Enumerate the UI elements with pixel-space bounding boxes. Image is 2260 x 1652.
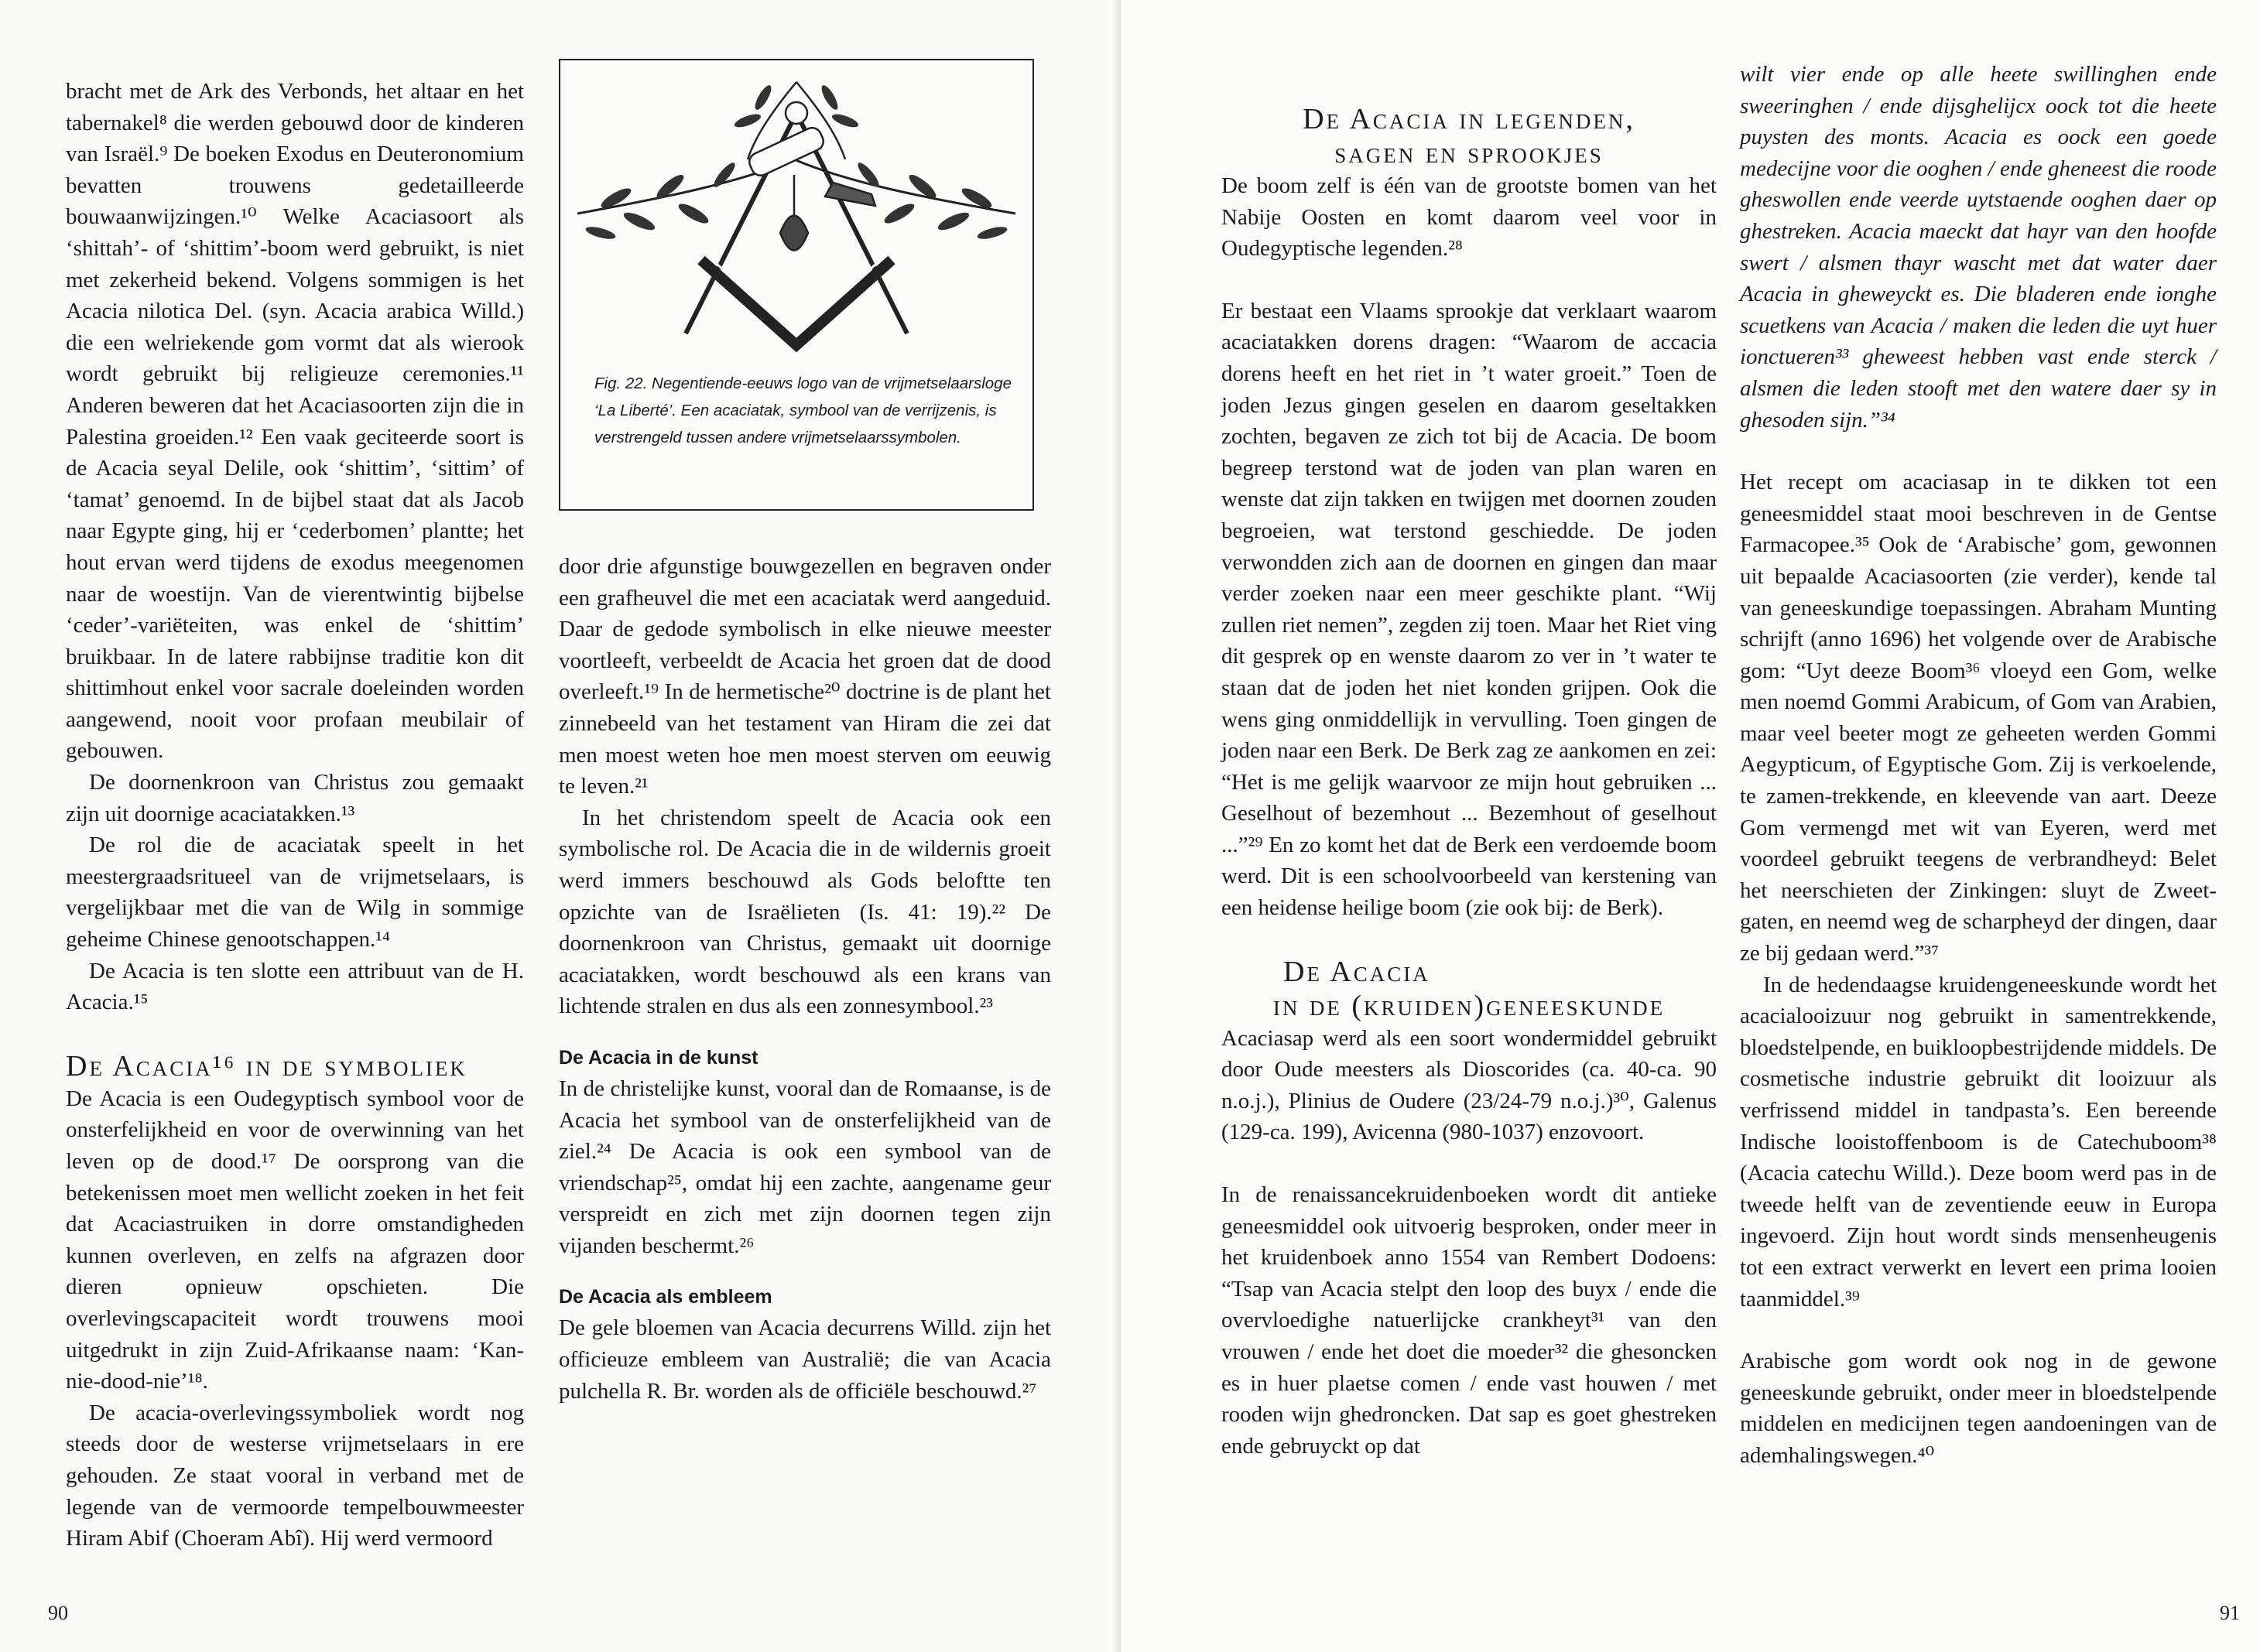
paragraph: In het christendom speelt de Acacia ook een symbolische rol. De Acacia die in de wildernis groeit werd immers beschouwd als Gods beloftte ten opzichte van de Israëlieten (Is. 41: 19).²² De doornenkroon van Christus, gemaakt uit doornige acaciatakken, wordt beschouwd als een krans van lichtende stralen en dus als een zonnesymbool.²³ [559,805,1051,1019]
paragraph: In de hedendaagse kruidengeneeskunde wordt het acacialooizuur nog gebruikt in samentrekkende, bloedstelpende, en buikloopbestrijdende middels. De cosmetische industrie gebruikt dit looizuur als verfrissend middel in tandpasta’s. Een bereende Indische looistoffenboom is de Catechuboom³⁸ (Acacia catechu Willd.). Deze boom werd pas in de tweede helft van de zeventiende eeuw in Europa ingevoerd. Zijn hout wordt sinds mensenheugenis tot een extract verwerkt en levert een prima looien taanmiddel.³⁹ [1740,972,2217,1312]
left-page [0,0,1121,1652]
right-page [1121,0,2260,1652]
paragraph: De acacia-overlevingssymboliek wordt nog steeds door de westerse vrijmetselaars in ere gehouden. Ze staat vooral in verband met de legende van de vermoorde tempelbouwmeester Hiram Abif (Choeram Abî). Hij werd vermoord [66,1400,524,1551]
paragraph: bracht met de Ark des Verbonds, het altaar en het tabernakel⁸ die werden gebouwd door de kinderen van Israël.⁹ De boeken Exodus en Deuteronomium bevatten trouwens gedetailleerde bouwaanwijzingen.¹⁰ Welke Acaciasoort als ‘shittah’- of ‘shittim’-boom werd gebruikt, is niet met zekerheid bekend. Volgens sommigen is het Acacia nilotica Del. (syn. Acacia arabica Willd.) die een welriekende gom vormt dat als wierook wordt gebruikt bij religieuze ceremonies.¹¹ Anderen beweren dat het Acaciasoorten zijn die in Palestina groeiden.¹² Een vaak geciteerde soort is de Acacia seyal Delile, ook ‘shittim’, ‘sittim’ of ‘tamat’ genoemd. In de bijbel staat dat als Jacob naar Egypte ging, hij er ‘cederbomen’ plantte; het hout ervan werd tijdens de exodus meegenomen naar de woestijn. Van de vierentwintig bijbelse ‘ceder’-variëteiten, was enkel de ‘shittim’ bruikbaar. In de latere rabbijnse traditie kon dit shittimhout enkel voor sacrale doeleinden worden aangewend, nooit voor profaan meubilair of gebouwen. [66,79,524,764]
heading-line: De Acacia [1283,955,1430,988]
subheading-kunst: De Acacia in de kunst [559,1046,758,1069]
figure-22 [559,59,1034,511]
paragraph: De Acacia is een Oudegyptisch symbool voor de onsterfelijkheid en voor de overwinning van het leven op de dood.¹⁷ De oorsprong van die betekenissen moet men wellicht zoeken in het feit dat Acaciastruiken in dorre omstandigheden kunnen overleven, en zelfs na afgrazen door dieren opnieuw opschieten. Die overlevingscapaciteit wordt trouwens mooi uitgedrukt in zijn Zuid-Afrikaanse naam: ‘Kan-nie-dood-nie’¹⁸. [66,1086,524,1394]
paragraph: wilt vier ende op alle heete swillinghen ende sweeringhen / ende dijsghelijcx oock tot die heete puysten des monts. Acacia es oock een goede medecijne voor die ooghen / ende gheneest die roode gheswollen ende veerde uytstaende ooghen daer op ghestreken. Acacia maeckt dat hayr van den hoofde swert / alsmen thayr wascht met dat water daer Acacia in gheweyckt es. Die bladeren ende ionghe scuetkens van Acacia / maken die leden die uyt huer ionctueren³³ gheweest hebben vast ende sterck / alsmen die leden stooft met den watere daer sy in ghesoden sijn.”³⁴ [1740,62,2217,433]
paragraph: In de christelijke kunst, vooral dan de Romaanse, is de Acacia het symbool van de onsterfelijkheid van de ziel.²⁴ De Acacia is ook een symbool van de vriendschap²⁵, omdat hij een zachte, aangename geur verspreidt en zich met zijn doornen tegen zijn vijanden beschermt.²⁶ [559,1076,1051,1258]
heading-line: sagen en sprookjes [1334,137,1604,169]
paragraph: door drie afgunstige bouwgezellen en begraven onder een grafheuvel die met een acaciatak werd aangeduid. Daar de gedode symbolisch in elke nieuwe meester voortleeft, verbeeldt de Acacia het groen dat de dood overleeft.¹⁹ In de hermetische²⁰ doctrine is de plant het zinnebeeld van het testament van Hiram die zei dat men moest weten hoe men moest sterven om eeuwig te leven.²¹ [559,554,1051,799]
paragraph: De boom zelf is één van de grootste bomen van het Nabije Oosten en komt daarom veel voor in Oudegyptische legenden.²⁸ [1221,173,1717,262]
section-heading-legenden [1221,102,1717,170]
section-heading-symboliek: De Acacia¹⁶ in de symboliek [66,1049,467,1083]
page-number-left: 90 [48,1602,68,1624]
heading-line: De Acacia in legenden, [1303,103,1635,135]
paragraph: Acaciasap werd als een soort wondermiddel gebruikt door Oude meesters als Dioscorides (ca. 40-ca. 90 n.o.j.), Plinius de Oudere (23/24-79 n.o.j.)³⁰, Galenus (129-ca. 199), Avicenna (980-1037) enzovoort. [1221,1025,1717,1145]
paragraph: In de renaissancekruidenboeken wordt dit antieke geneesmiddel ook uitvoerig besproken, onder meer in het kruidenboek anno 1554 van Rembert Dodoens: “Tsap van Acacia stelpt den loop des buyx / ende die overvloedighe natuerlijcke crankheyt³¹ van den vrouwen / ende het doet die moeder³² die ghesoncken es in huer plaetse comen / ende vast houwen / met rooden wijn ghedroncken. Dat sap es goet ghestreken ende gebruyckt op dat [1221,1182,1717,1459]
subheading-embleem: De Acacia als embleem [559,1286,772,1308]
section-heading-geneeskunde [1221,955,1717,1023]
paragraph: De Acacia is ten slotte een attribuut van de H. Acacia.¹⁵ [66,958,524,1015]
right-column-1 [1221,102,1717,1462]
paragraph: De rol die de acaciatak speelt in het meestergraadsritueel van de vrijmetselaars, is vergelijkbaar met die van de Wilg in sommige geheime Chinese genootschappen.¹⁴ [66,833,524,953]
paragraph: De gele bloemen van Acacia decurrens Willd. zijn het officieuze embleem van Australië; die van Acacia pulchella R. Br. worden als de officiële beschouwd.²⁷ [559,1315,1051,1404]
paragraph: Arabische gom wordt ook nog in de gewone geneeskunde gebruikt, onder meer in bloedstelpende middelen en medicijnen tegen aandoeningen van de ademhalingswegen.⁴⁰ [1740,1349,2217,1468]
paragraph: Het recept om acaciasap in te dikken tot een geneesmiddel staat mooi beschreven in de Gentse Farmacopee.³⁵ Ook de ‘Arabische’ gom, gewonnen uit bepaalde Acaciasoorten (zie verder), kende tal van geneeskundige toepassingen. Abraham Munting schrijft (anno 1696) het volgende over de Arabische gom: “Uyt deeze Boom³⁶ vloeyd een Gom, welke men noemd Gommi Arabicum, of Gom van Arabien, maar veel beeter mogt ze geheeten werden Gommi Aegypticum, of Egyptische Gom. Zij is verkoelende, te zamen-trekkende, en kleevende van aart. Deeze Gom vermengd met wit van Eyeren, werd met voordeel gebruikt teegens de verbrandheyd: Belet het neerschieten der Zinkingen: sluyt de Zweet-gaten, en neemd weg de scharpheyd der dingen, daar ze bij gedaan werd.”³⁷ [1740,470,2217,966]
paragraph: De doornenkroon van Christus zou gemaakt zijn uit doornige acaciatakken.¹³ [66,770,524,826]
right-column-2 [1740,59,2217,1472]
figure-caption: Fig. 22. Negentiende-eeuws logo van de vrijmetselaarsloge ‘La Liberté’. Een acaciatak, symbool van de verrijzenis, is verstrengeld tussen andere vrijmetselaarssymbolen. [594,375,1012,446]
left-column-1 [66,76,524,1555]
left-column-2 [559,551,1051,1407]
paragraph: Er bestaat een Vlaams sprookje dat verklaart waarom acaciatakken dorens dragen: “Waarom de accacia dorens heeft en het riet in ’t water groeit.” Toen de joden Jezus gingen geselen en daarom geseltakken zochten, begaven ze zich tot bij de Acacia. De boom begreep terstond wat de joden van plan waren en wenste dat zijn takken en twijgen met doornen zouden begroeien, wat terstond geschiedde. De joden verwondden zich aan de doornen en gingen dan maar verder zoeken naar een meer geschikte plant. “Wij zullen riet nemen”, zegden zij toen. Maar het Riet ving dit gesprek op en wenste daarom zo ver in ’t water te staan dat de joden het niet konden grijpen. Ook die wens ging onmiddellijk in vervulling. Toen gingen de joden naar een Berk. De Berk zag ze aankomen en zei: “Het is me gelijk waarvoor ze mijn hout gebruiken ... Geselhout of bezemhout ... Bezemhout of geselhout ...”²⁹ En zo komt het dat de Berk een verdoemde boom werd. Dit is een schoolvoorbeeld van kerstening van een heidense heilige boom (zie ook bij: de Berk). [1221,298,1717,921]
page-number-right: 91 [2220,1602,2240,1624]
heading-line: in de (kruiden)geneeskunde [1272,989,1666,1022]
masonic-logo-illustration [570,67,1023,361]
